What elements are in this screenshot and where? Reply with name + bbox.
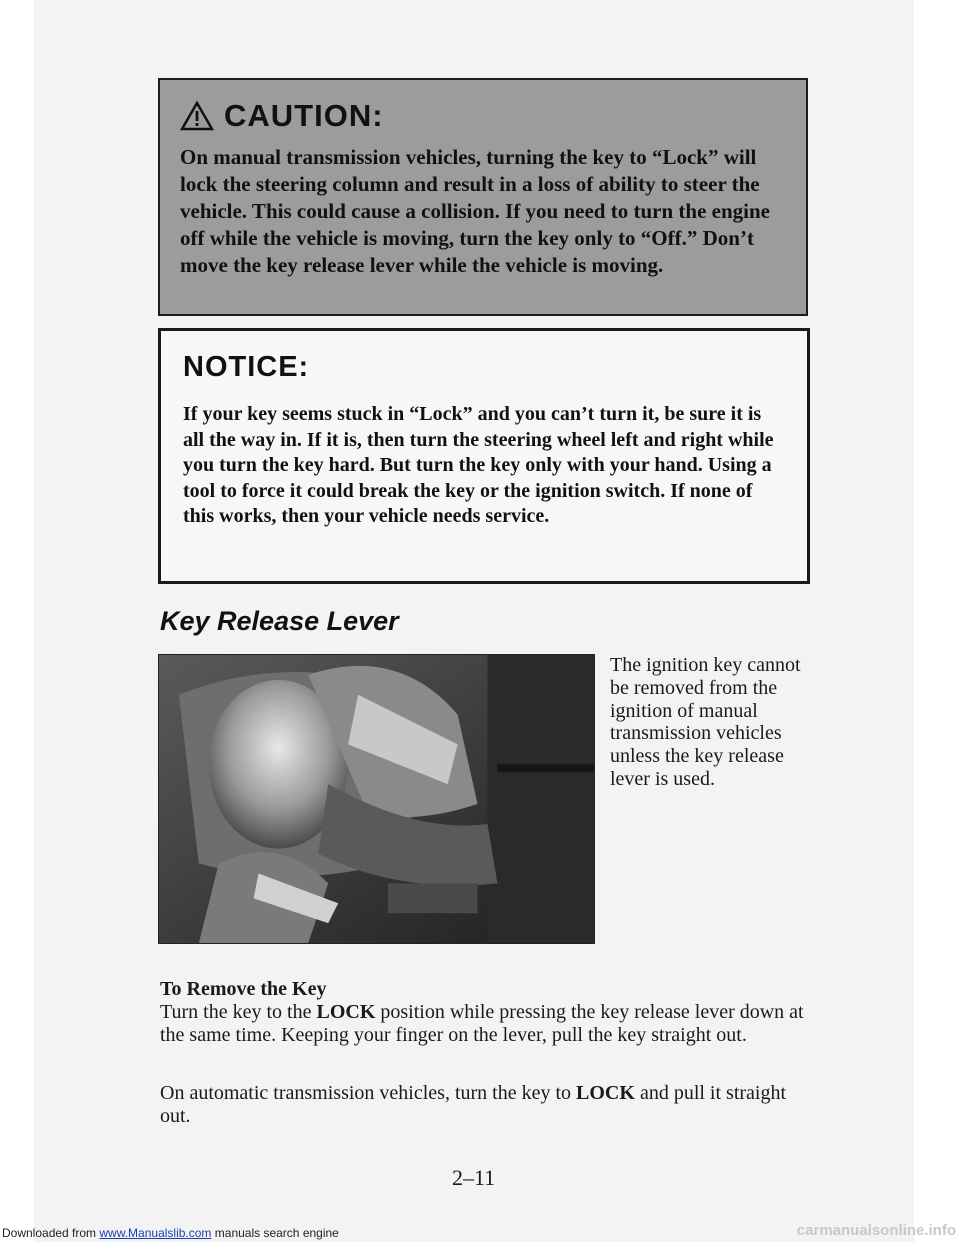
notice-text: If your key seems stuck in “Lock” and you can’t turn it, be sure it is all the way in. If it is, then turn the steering wheel left and right while you turn the key hard. But turn the key only with your hand. Using a tool to force it could break the key or the ignition switch. If none of this works, then your vehicle needs service.: [183, 403, 774, 527]
automatic-paragraph: [160, 1082, 810, 1128]
watermark: carmanualsonline.info: [796, 1222, 956, 1239]
p1-lock-word: LOCK: [316, 1001, 376, 1023]
p2-text-end: and pull it straight out.: [160, 1082, 787, 1127]
ignition-photo: [158, 654, 595, 944]
footer-suffix: manuals search engine: [211, 1226, 339, 1240]
caution-box: [158, 78, 808, 316]
p1-text-end: position while pressing the key release lever down at the same time. Keeping your finger on the lever, pull the key straight out.: [160, 1001, 804, 1046]
footer-attribution: [2, 1226, 339, 1240]
section-title: Key Release Lever: [160, 606, 399, 636]
notice-title: NOTICE:: [183, 351, 310, 383]
manualslib-link[interactable]: www.Manualslib.com: [99, 1226, 212, 1240]
p2-lock-word: LOCK: [576, 1082, 635, 1104]
remove-key-paragraph: [160, 1001, 810, 1047]
footer: [0, 1222, 960, 1242]
p2-text-start: On automatic transmission vehicles, turn the key to: [160, 1082, 577, 1104]
p1-text-start: Turn the key to the: [160, 1001, 317, 1023]
page-number: 2–11: [452, 1165, 496, 1190]
caution-text: On manual transmission vehicles, turning the key to “Lock” will lock the steering column and result in a loss of ability to steer the vehicle. This could cause a collision. If you need to turn the engine off while the vehicle is moving, turn the key only to “Off.” Don’t move the key release lever while the vehicle is moving.: [180, 145, 770, 277]
warning-triangle-icon: [180, 101, 214, 131]
caution-title: CAUTION:: [224, 98, 384, 133]
footer-prefix: Downloaded from: [2, 1226, 100, 1240]
remove-key-heading: To Remove the Key: [160, 978, 327, 1000]
side-description: The ignition key cannot be removed from the ignition of manual transmission vehicles unless the key release lever is used.: [610, 654, 801, 790]
ignition-photo-illustration: [159, 655, 594, 943]
notice-box: [158, 328, 810, 584]
caution-header: [180, 98, 786, 134]
